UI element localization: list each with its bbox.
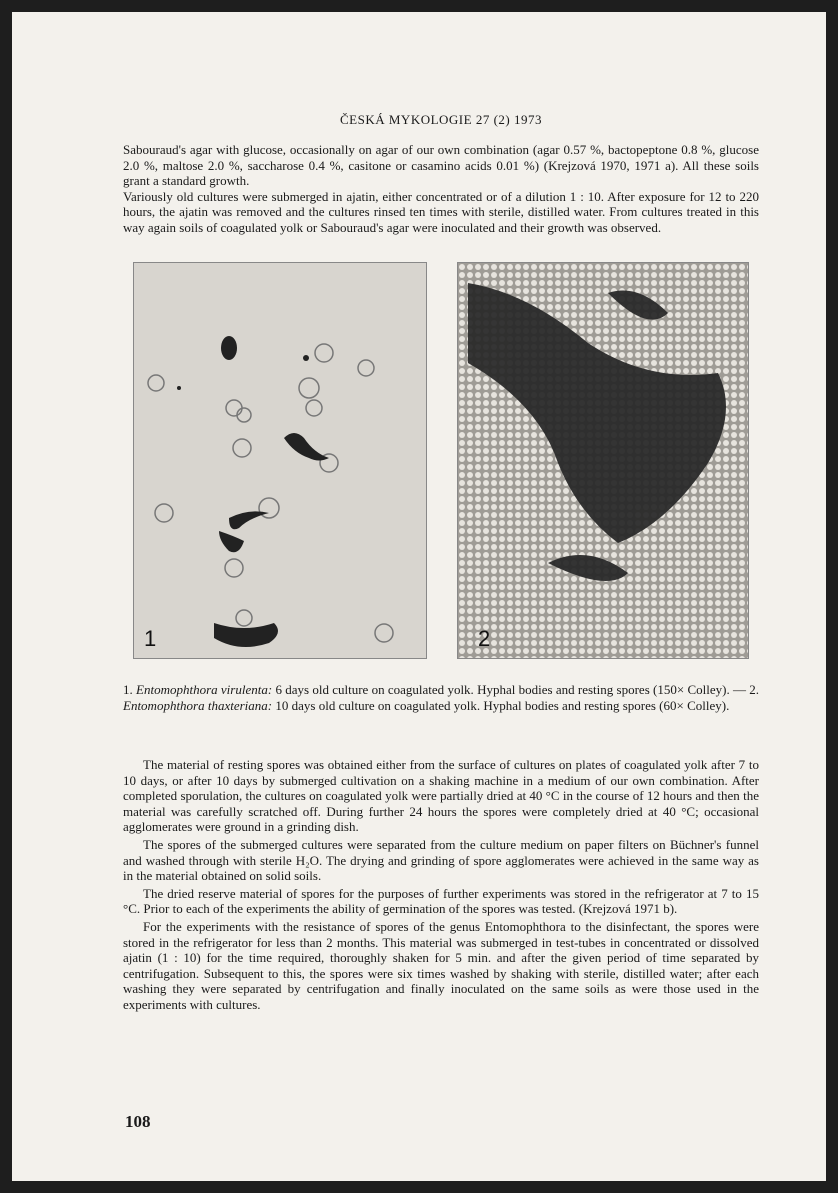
micrograph-1-image [134,263,426,658]
figure-1-label: 1 [144,626,157,651]
caption-text [123,682,759,713]
body-paragraph-2: The spores of the submerged cultures were separated from the culture medium on paper filters on Büchner's funnel and washed through with sterile H₂O. The drying and grinding of spore agglomerates were achieved in the same way as in the material obtained on solid soils. [123,836,759,884]
figure-1-photo [133,262,427,659]
intro-text [123,142,759,236]
figure-plate [123,262,759,672]
caption-fig2-text: 10 days old culture on coagulated yolk. Hyphal bodies and resting spores (60× Colley). [275,697,730,713]
body-paragraph-4: For the experiments with the resistance of spores of the genus Entomophthora to the disinfectant, the spores were stored in the refrigerator for less than 2 months. This material was submerged in test-tubes in concentrated or dissolved ajatin (1 : 10) for the time required, thoroughly shaken for 5 min. and after the given period of time separated by centrifugation. Subsequent to this, the spores were six times washed by shaking with sterile, distilled water; after each washing they were separated by centrifugation and finally inoculated on the same soils as were those used in the experiments with cultures. [123,918,759,1012]
intro-paragraph-2: Variously old cultures were submerged in ajatin, either concentrated or of a dilution 1 : 10. After exposure for 12 to 220 hours, the ajatin was removed and the cultures rinsed ten times with sterile, distilled water. From cultures treated in this way again soils of coagulated yolk or Sabouraud's agar were inoculated and their growth was observed. [123,188,759,235]
caption-fig1-text: 6 days old culture on coagulated yolk. Hyphal bodies and resting spores (150× Colley). — 2. [275,682,760,697]
figure-caption [123,682,759,713]
body-paragraph-1: The material of resting spores was obtained either from the surface of cultures on plates of coagulated yolk after 7 to 10 days, or after 10 days by submerged cultivation on a shaking machine in a medium of our own combination. After completed sporulation, the cultures on coagulated yolk were partially dried at 40 °C in the course of 12 hours and then the material was carefully scratched off. During further 24 hours the spores were completely dried at 40 °C; occasional agglomerates were ground in a grinding dish. [123,757,759,835]
caption-fig1-species: Entomophthora virulenta: [136,682,273,697]
figure-2-photo [457,262,749,659]
caption-fig1-number: 1. [123,682,133,697]
figure-2-label: 2 [478,626,491,651]
page-number: 108 [125,1112,151,1131]
intro-paragraph-1: Sabouraud's agar with glucose, occasionally on agar of our own combination (agar 0.57 %, bactopeptone 0.8 %, glucose 2.0 %, maltose 2.0 %, saccharose 0.4 %, casitone or casamino acids 0.01 %) (Krejzová 1970, 1971 a). All these soils grant a standard growth. [123,142,759,189]
running-header: ČESKÁ MYKOLOGIE 27 (2) 1973 [340,112,542,127]
micrograph-2-image [458,263,748,658]
body-paragraph-3: The dried reserve material of spores for the purposes of further experiments was stored in the refrigerator at 7 to 15 °C. Prior to each of the experiments the ability of germination of the spores was tested. (Krejzová 1971 b). [123,885,759,917]
caption-fig2-species: Entomophthora thaxteriana: [123,697,273,713]
body-text [123,757,759,1015]
page-content [123,12,759,1181]
journal-page [12,12,826,1181]
